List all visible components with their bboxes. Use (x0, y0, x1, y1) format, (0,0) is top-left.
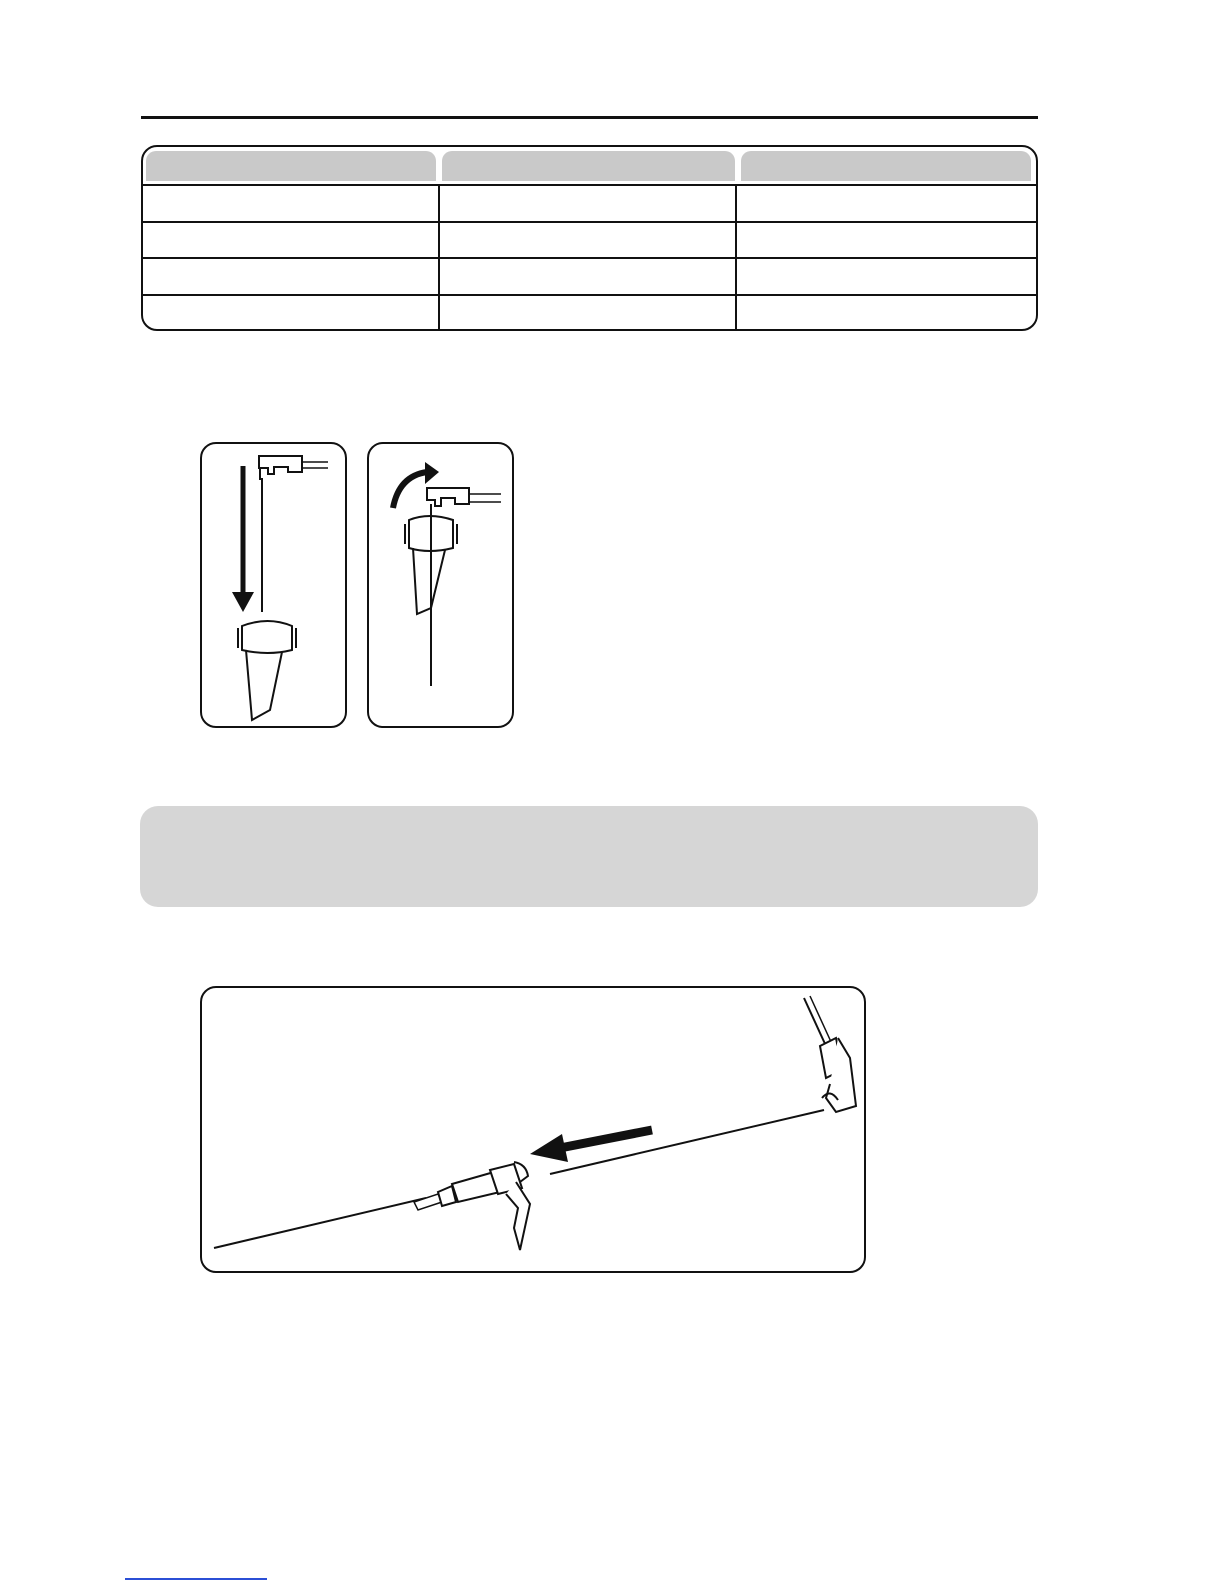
table-cell (440, 296, 735, 330)
stylet-handle-icon (804, 996, 856, 1112)
table-cell (440, 259, 735, 293)
spec-table (141, 145, 1038, 331)
figure-panel-insert (200, 442, 347, 728)
insert-illustration (202, 444, 349, 730)
table-cell (143, 259, 438, 293)
note-box (140, 806, 1038, 907)
figure-panel-rotate (367, 442, 514, 728)
stylet-illustration (202, 988, 868, 1275)
table-cell (440, 223, 735, 257)
needle-icon (214, 1162, 530, 1250)
table-header-cell (741, 151, 1031, 181)
cap-icon (238, 621, 296, 720)
table-header-cell (442, 151, 735, 181)
table-cell (143, 186, 438, 220)
table-cell (737, 259, 1032, 293)
rotate-illustration (369, 444, 516, 730)
curved-arrow-icon (393, 462, 439, 508)
top-rule (141, 116, 1038, 119)
figure-panel-stylet-insert (200, 986, 866, 1273)
table-cell (440, 186, 735, 220)
footer-link[interactable] (125, 1578, 267, 1580)
table-cell (737, 296, 1032, 330)
table-cell (143, 223, 438, 257)
table-cell (737, 223, 1032, 257)
left-arrow-icon (530, 1130, 652, 1162)
table-cell (737, 186, 1032, 220)
table-cell (143, 296, 438, 330)
table-header-cell (146, 151, 436, 181)
down-arrow-icon (232, 466, 254, 612)
table-header-row (143, 147, 1036, 185)
